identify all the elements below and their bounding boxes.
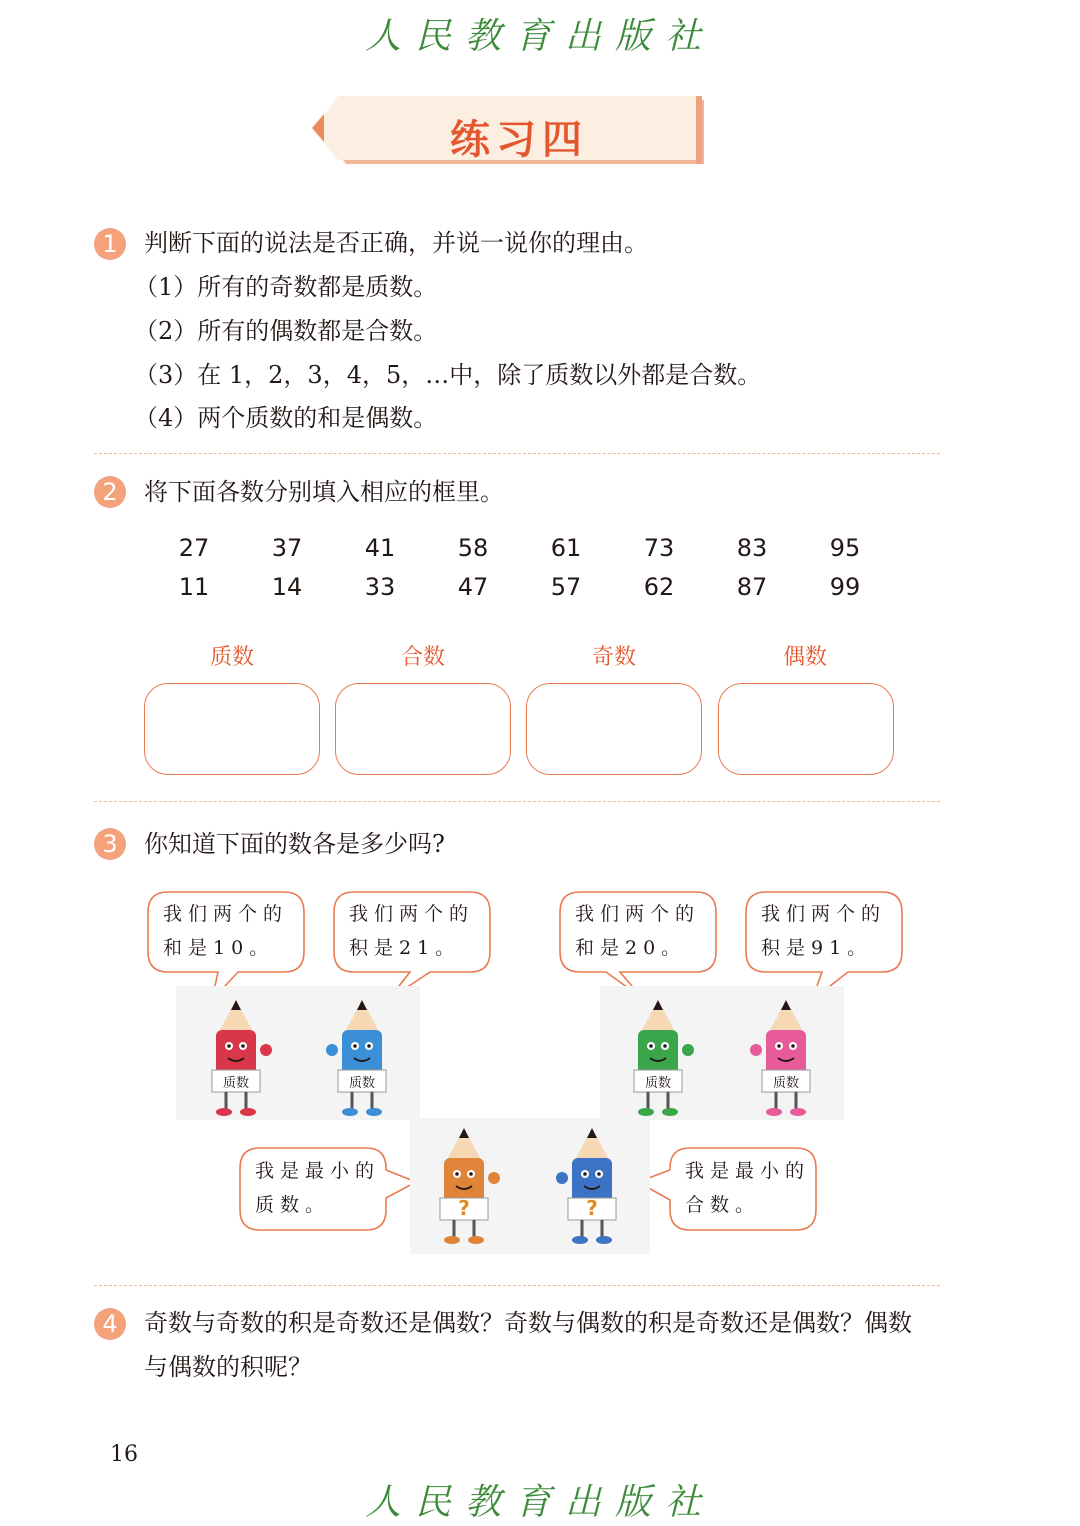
q1-item-2: （2）所有的偶数都是合数。 bbox=[134, 317, 438, 345]
pencil-label: 质数 bbox=[348, 1076, 375, 1091]
number-cell: 58 bbox=[457, 534, 489, 562]
publisher-footer: 人民教育出版社 bbox=[364, 1482, 715, 1523]
q2-prompt: 将下面各数分别填入相应的框里。 bbox=[144, 478, 504, 506]
number-cell: 37 bbox=[271, 534, 303, 562]
category-label-prime: 质数 bbox=[209, 645, 254, 670]
divider bbox=[94, 801, 940, 802]
pencil-character-red bbox=[196, 1000, 276, 1118]
q3-prompt: 你知道下面的数各是多少吗? bbox=[144, 830, 445, 858]
number-cell: 83 bbox=[736, 534, 768, 562]
number-cell: 33 bbox=[364, 573, 396, 601]
bubble-smallest-prime-line1: 我是最小的 bbox=[255, 1160, 381, 1182]
number-cell: 11 bbox=[178, 573, 210, 601]
question-number-3: 3 bbox=[94, 828, 126, 860]
category-label-even: 偶数 bbox=[782, 645, 827, 670]
number-cell: 14 bbox=[271, 573, 303, 601]
answer-box-prime[interactable] bbox=[144, 683, 320, 775]
pencil-character-green bbox=[618, 1000, 698, 1118]
number-cell: 47 bbox=[457, 573, 489, 601]
pencil-label: 质数 bbox=[222, 1076, 249, 1091]
q4-line2: 与偶数的积呢？ bbox=[144, 1353, 312, 1381]
answer-box-composite[interactable] bbox=[335, 683, 511, 775]
bubble-3-line1: 我们两个的 bbox=[575, 903, 701, 925]
bubble-2-line2: 积是21。 bbox=[349, 937, 461, 959]
q1-item-3: （3）在 1，2，3，4，5，…中，除了质数以外都是合数。 bbox=[134, 361, 762, 389]
bubble-1-line1: 我们两个的 bbox=[163, 903, 289, 925]
number-cell: 61 bbox=[550, 534, 582, 562]
page-number: 16 bbox=[110, 1442, 138, 1467]
answer-box-even[interactable] bbox=[718, 683, 894, 775]
number-cell: 95 bbox=[829, 534, 861, 562]
pencil-character-blue bbox=[322, 1000, 402, 1118]
question-number-4: 4 bbox=[94, 1308, 126, 1340]
pencil-character-orange bbox=[424, 1128, 504, 1246]
pencil-label: 质数 bbox=[772, 1076, 799, 1091]
question-number-1: 1 bbox=[94, 228, 126, 260]
bubble-smallest-composite-line1: 我是最小的 bbox=[685, 1160, 811, 1182]
category-label-odd: 奇数 bbox=[591, 645, 636, 670]
pencil-character-navy bbox=[552, 1128, 632, 1246]
number-cell: 57 bbox=[550, 573, 582, 601]
bubble-smallest-prime-line2: 质数。 bbox=[255, 1194, 331, 1216]
divider bbox=[94, 1285, 940, 1286]
number-cell: 99 bbox=[829, 573, 861, 601]
number-cell: 87 bbox=[736, 573, 768, 601]
pencil-label: 质数 bbox=[644, 1076, 671, 1091]
answer-box-odd[interactable] bbox=[526, 683, 702, 775]
q1-item-1: （1）所有的奇数都是质数。 bbox=[134, 273, 438, 301]
number-cell: 27 bbox=[178, 534, 210, 562]
number-cell: 73 bbox=[643, 534, 675, 562]
bubble-2-line1: 我们两个的 bbox=[349, 903, 475, 925]
number-cell: 62 bbox=[643, 573, 675, 601]
publisher-header: 人民教育出版社 bbox=[364, 16, 715, 57]
number-cell: 41 bbox=[364, 534, 396, 562]
page-title: 练习四 bbox=[450, 116, 588, 163]
question-number-2: 2 bbox=[94, 476, 126, 508]
pencil-character-pink bbox=[746, 1000, 826, 1118]
question-mark-icon: ? bbox=[586, 1196, 598, 1220]
bubble-4-line1: 我们两个的 bbox=[761, 903, 887, 925]
bubble-4-line2: 积是91。 bbox=[761, 937, 873, 959]
category-label-composite: 合数 bbox=[400, 645, 445, 670]
question-mark-icon: ? bbox=[458, 1196, 470, 1220]
q4-line1: 奇数与奇数的积是奇数还是偶数？奇数与偶数的积是奇数还是偶数？偶数 bbox=[144, 1309, 912, 1337]
q1-item-4: （4）两个质数的和是偶数。 bbox=[134, 404, 438, 432]
bubble-3-line2: 和是20。 bbox=[575, 937, 687, 959]
bubble-1-line2: 和是10。 bbox=[163, 937, 275, 959]
divider bbox=[94, 453, 940, 454]
q1-prompt: 判断下面的说法是否正确，并说一说你的理由。 bbox=[144, 229, 648, 257]
bubble-smallest-composite-line2: 合数。 bbox=[685, 1194, 761, 1216]
